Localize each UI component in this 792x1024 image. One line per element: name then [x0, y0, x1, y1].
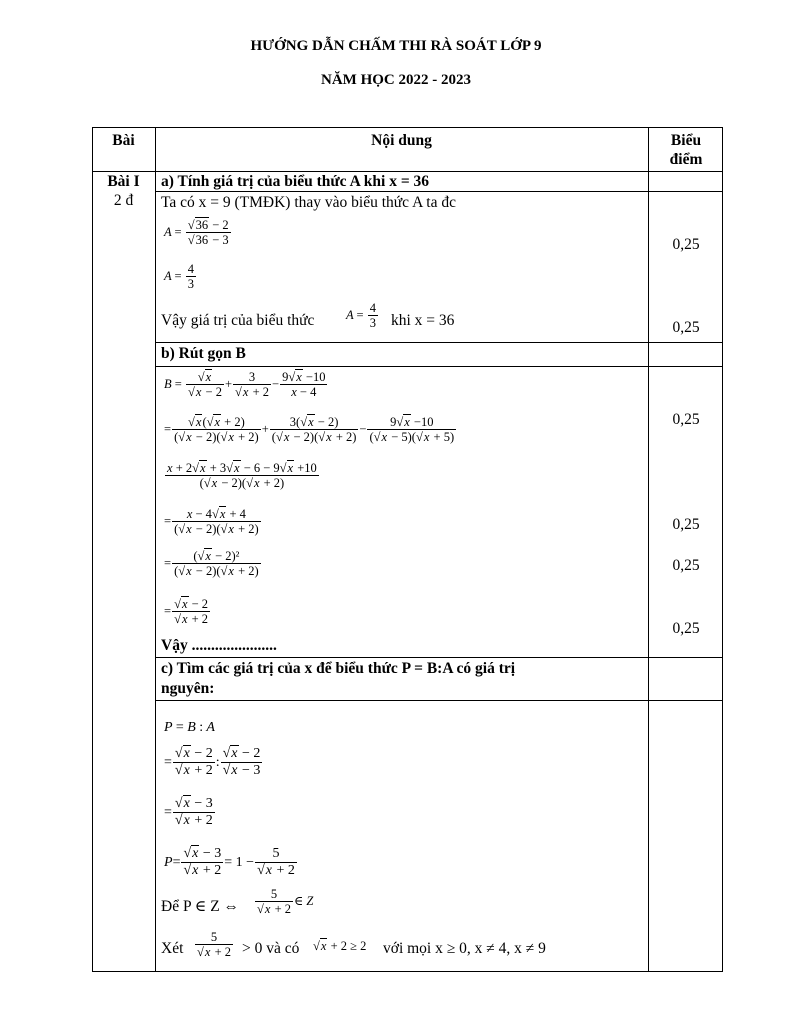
bai-points: 2 đ: [113, 192, 134, 209]
col-header-diem: điểm: [669, 151, 703, 168]
formula-a-conclusion: A = $\frac{4}{3}$: [346, 301, 376, 331]
score-b-2: 0,25: [672, 516, 700, 533]
part-b-heading: b) Rút gọn B: [161, 345, 246, 362]
part-a-conclusion-prefix: Vậy giá trị của biểu thức: [161, 312, 315, 329]
formula-b-result: = $\frac{√x - 2}{√x + 2}$: [164, 597, 209, 627]
score-a-1: 0,25: [672, 236, 700, 253]
score-b-3: 0,25: [672, 557, 700, 574]
formula-b-step4: = $\frac{\text{(√x − 2)²}}{(√x - 2)(√x + 2)}$: [164, 549, 259, 579]
formula-b-step1: = $\frac{√x(√x + 2)}{(√x - 2)(√x + 2)}$ + $\frac{3(√x - 2)}{(√x - 2)(√x + 2)}$ − $\frac{9√x -10}{(√x - 5)(√x + 5)}$: [164, 415, 455, 445]
part-a-line1: Ta có x = 9 (TMĐK) thay vào biểu thức A ta đc: [161, 194, 456, 211]
part-c-de-prefix: Để P ∈ Z ⇔: [161, 898, 240, 915]
formula-b-step3: = $\frac{x - 4√x + 4}{(√x - 2)(√x + 2)}$: [164, 507, 259, 537]
part-c-heading-line1: c) Tìm các giá trị của x để biểu thức P = B:A có giá trị: [161, 660, 516, 677]
doc-title: HƯỚNG DẪN CHẤM THI RÀ SOÁT LỚP 9: [250, 38, 542, 54]
bai-label: Bài I: [107, 173, 140, 190]
formula-c-step3: P= $\frac{√x - 3}{√x + 2}$ = 1 − $\frac{5}{√x + 2}$: [164, 846, 295, 879]
formula-c-step2: = $\frac{√x - 3}{√x + 2}$: [164, 796, 213, 829]
formula-c-xet-fraction: $\frac{5}{√x + 2}$: [197, 930, 231, 960]
score-a-2: 0,25: [672, 319, 700, 336]
formula-a-result: A = $\frac{4}{3}$: [164, 262, 194, 292]
part-c-heading-line2: nguyên:: [161, 680, 215, 697]
formula-b-step2: $\frac{x + 2√x + 3√x - 6 - 9√x +10}{(√x - 2)(√x + 2)}$: [167, 461, 317, 491]
formula-c-condition: $\frac{5}{√x + 2}$ ∈ Z: [257, 887, 314, 917]
part-b-conclusion: Vậy ......................: [161, 637, 277, 654]
formula-c-definition: P = B : A: [164, 720, 215, 735]
part-a-heading: a) Tính giá trị của biểu thức A khi x = 36: [161, 173, 430, 190]
formula-b-expression: B = $\frac{√x}{√x - 2}$ + $\frac{3}{√x + 2}$ − $\frac{9√x -10}{x - 4}$: [164, 370, 326, 400]
part-a-conclusion-suffix: khi x = 36: [391, 312, 455, 329]
part-c-xet-suffix: với mọi x ≥ 0, x ≠ 4, x ≠ 9: [383, 940, 546, 957]
part-c-xet-prefix: Xét: [161, 940, 184, 957]
formula-a-substitute: A = $\frac{√36 - 2}{√36 - 3}$: [164, 218, 229, 248]
col-header-bieu: Biểu: [670, 132, 702, 149]
col-header-bai: Bài: [112, 132, 135, 149]
part-c-xet-mid: > 0 và có: [242, 940, 300, 957]
score-b-4: 0,25: [672, 620, 700, 637]
doc-subtitle: NĂM HỌC 2022 - 2023: [321, 72, 471, 88]
formula-c-xet-inequality: √x + 2 ≥ 2: [313, 939, 367, 953]
formula-c-step1: = $\frac{√x - 2}{√x + 2}$ : $\frac{√x - 2}{√x - 3}$: [164, 746, 261, 779]
score-b-1: 0,25: [672, 411, 700, 428]
col-header-noi-dung: Nội dung: [371, 132, 432, 149]
